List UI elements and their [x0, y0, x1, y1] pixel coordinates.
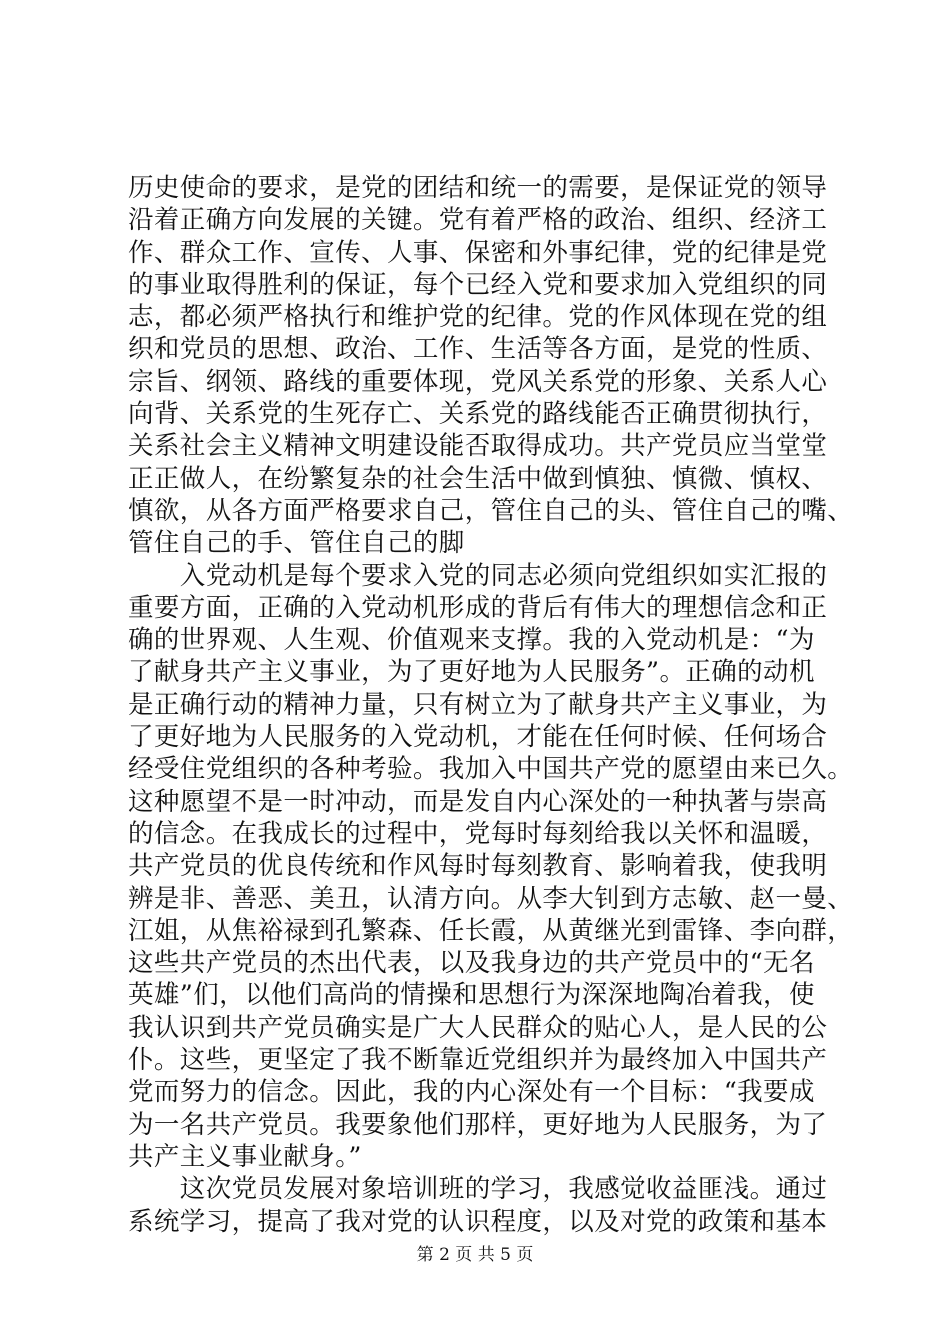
text-line: 正正做人，在纷繁复杂的社会生活中做到慎独、慎微、慎权、	[128, 463, 828, 494]
text-line: 历史使命的要求，是党的团结和统一的需要，是保证党的领导	[128, 173, 828, 203]
text-line: 经受住党组织的各种考验。我加入中国共产党的愿望由来已久。	[128, 754, 854, 785]
text-line: 共产党员的优良传统和作风每时每刻教育、影响着我，使我明	[128, 851, 828, 882]
text-line: 我认识到共产党员确实是广大人民群众的贴心人，是人民的公	[128, 1012, 828, 1043]
text-line: 是正确行动的精神力量，只有树立为了献身共产主义事业，为	[128, 689, 828, 720]
text-line: 沿着正确方向发展的关键。党有着严格的政治、组织、经济工	[128, 205, 828, 236]
text-line: 为一名共产党员。我要象他们那样，更好地为人民服务，为了	[128, 1109, 828, 1140]
text-line: 仆。这些，更坚定了我不断靠近党组织并为最终加入中国共产	[128, 1045, 828, 1076]
text-line: 这些共产党员的杰出代表，以及我身边的共产党员中的“无名	[128, 948, 815, 979]
text-line: 江姐，从焦裕禄到孔繁森、任长霞，从黄继光到雷锋、李向群，	[128, 915, 854, 946]
text-line: 管住自己的手、管住自己的脚	[128, 528, 465, 559]
text-line: 了更好地为人民服务的入党动机，才能在任何时候、任何场合	[128, 722, 828, 753]
text-line: 入党动机是每个要求入党的同志必须向党组织如实汇报的	[128, 560, 828, 591]
text-line: 志，都必须严格执行和维护党的纪律。党的作风体现在党的组	[128, 302, 828, 333]
text-line: 确的世界观、人生观、价值观来支撑。我的入党动机是：“为	[128, 625, 815, 656]
text-line: 作、群众工作、宣传、人事、保密和外事纪律，党的纪律是党	[128, 237, 828, 268]
text-line: 这种愿望不是一时冲动，而是发自内心深处的一种执著与崇高	[128, 786, 828, 817]
text-line: 宗旨、纲领、路线的重要体现，党风关系党的形象、关系人心	[128, 366, 828, 397]
text-line: 英雄”们，以他们高尚的情操和思想行为深深地陶冶着我，使	[128, 980, 815, 1011]
text-line: 的信念。在我成长的过程中，党每时每刻给我以关怀和温暖，	[128, 818, 828, 849]
text-line: 了献身共产主义事业，为了更好地为人民服务”。正确的动机	[128, 657, 815, 688]
text-line: 党而努力的信念。因此，我的内心深处有一个目标：“我要成	[128, 1077, 815, 1108]
text-line: 重要方面，正确的入党动机形成的背后有伟大的理想信念和正	[128, 592, 828, 623]
text-line: 织和党员的思想、政治、工作、生活等各方面，是党的性质、	[128, 334, 828, 365]
text-line: 慎欲，从各方面严格要求自己，管住自己的头、管住自己的嘴、	[128, 495, 854, 526]
text-line: 共产主义事业献身。”	[128, 1141, 362, 1172]
text-line: 辨是非、善恶、美丑，认清方向。从李大钊到方志敏、赵一曼、	[128, 883, 854, 914]
text-line: 的事业取得胜利的保证，每个已经入党和要求加入党组织的同	[128, 269, 828, 300]
text-line: 关系社会主义精神文明建设能否取得成功。共产党员应当堂堂	[128, 431, 828, 462]
text-line: 系统学习，提高了我对党的认识程度，以及对党的政策和基本	[128, 1206, 828, 1237]
text-line: 这次党员发展对象培训班的学习，我感觉收益匪浅。通过	[128, 1174, 828, 1205]
text-line: 向背、关系党的生死存亡、关系党的路线能否正确贯彻执行，	[128, 399, 828, 430]
document-body	[128, 172, 854, 1238]
page-number-footer: 第 2 页 共 5 页	[416, 1245, 534, 1265]
